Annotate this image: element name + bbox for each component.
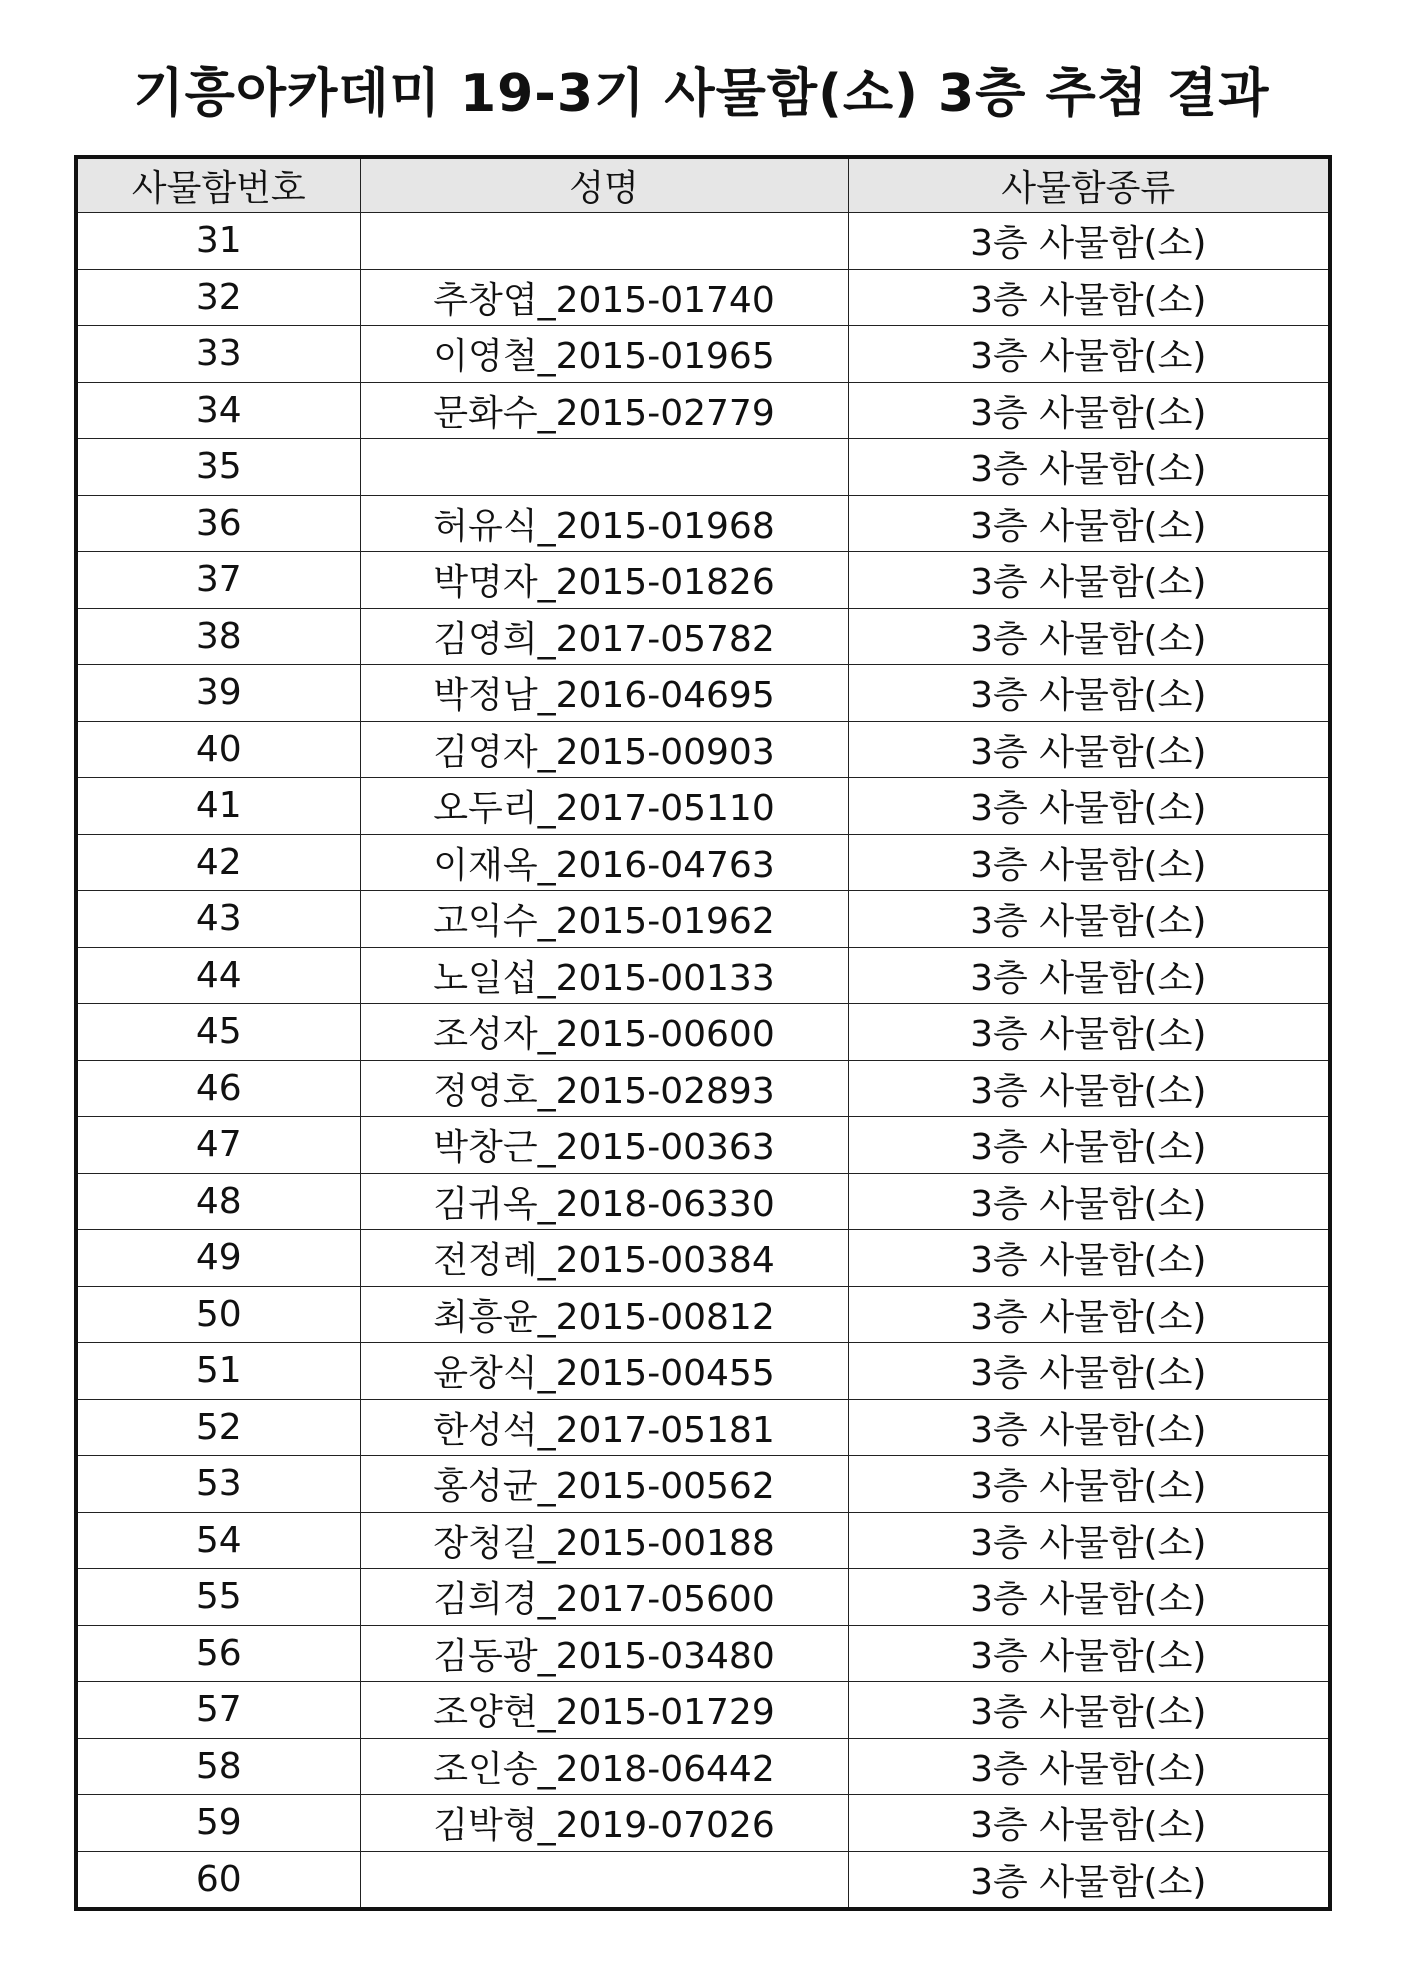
locker-number-cell: 53 [78, 1456, 360, 1513]
locker-number-cell: 55 [78, 1569, 360, 1626]
locker-type-cell: 3층 사물함(소) [848, 608, 1328, 665]
name-cell: 정영호_2015-02893 [360, 1060, 848, 1117]
table-row [78, 1569, 1328, 1626]
name-cell: 김영자_2015-00903 [360, 721, 848, 778]
locker-number-cell: 51 [78, 1343, 360, 1400]
table-row [78, 891, 1328, 948]
name-cell: 이영철_2015-01965 [360, 326, 848, 383]
locker-number-cell: 54 [78, 1512, 360, 1569]
table-row [78, 269, 1328, 326]
locker-number-cell: 31 [78, 213, 360, 270]
locker-number-cell: 33 [78, 326, 360, 383]
locker-number-cell: 32 [78, 269, 360, 326]
locker-type-cell: 3층 사물함(소) [848, 1569, 1328, 1626]
locker-type-cell: 3층 사물함(소) [848, 891, 1328, 948]
name-cell: 고익수_2015-01962 [360, 891, 848, 948]
locker-type-cell: 3층 사물함(소) [848, 269, 1328, 326]
table-row [78, 1456, 1328, 1513]
table-row [78, 665, 1328, 722]
locker-number-cell: 37 [78, 552, 360, 609]
locker-number-cell: 39 [78, 665, 360, 722]
table-row [78, 213, 1328, 270]
name-cell: 장청길_2015-00188 [360, 1512, 848, 1569]
locker-type-cell: 3층 사물함(소) [848, 382, 1328, 439]
locker-type-cell: 3층 사물함(소) [848, 1795, 1328, 1852]
table-row [78, 495, 1328, 552]
locker-number-cell: 46 [78, 1060, 360, 1117]
locker-type-cell: 3층 사물함(소) [848, 1173, 1328, 1230]
locker-number-cell: 34 [78, 382, 360, 439]
table-row [78, 947, 1328, 1004]
locker-type-cell: 3층 사물함(소) [848, 213, 1328, 270]
locker-type-cell: 3층 사물함(소) [848, 1286, 1328, 1343]
table-row [78, 1399, 1328, 1456]
name-cell: 조인송_2018-06442 [360, 1738, 848, 1795]
locker-number-cell: 47 [78, 1117, 360, 1174]
name-cell: 김박형_2019-07026 [360, 1795, 848, 1852]
table-row [78, 1004, 1328, 1061]
table-row [78, 1173, 1328, 1230]
locker-type-cell: 3층 사물함(소) [848, 721, 1328, 778]
table-row [78, 1286, 1328, 1343]
locker-number-cell: 59 [78, 1795, 360, 1852]
locker-number-cell: 56 [78, 1625, 360, 1682]
name-cell: 윤창식_2015-00455 [360, 1343, 848, 1400]
locker-number-cell: 50 [78, 1286, 360, 1343]
locker-number-cell: 36 [78, 495, 360, 552]
table-row [78, 1625, 1328, 1682]
locker-number-cell: 52 [78, 1399, 360, 1456]
locker-number-cell: 60 [78, 1851, 360, 1907]
locker-number-cell: 43 [78, 891, 360, 948]
table-header-row [78, 159, 1328, 213]
name-cell: 김귀옥_2018-06330 [360, 1173, 848, 1230]
locker-type-cell: 3층 사물함(소) [848, 947, 1328, 1004]
locker-type-cell: 3층 사물함(소) [848, 1512, 1328, 1569]
locker-type-cell: 3층 사물함(소) [848, 1117, 1328, 1174]
locker-type-cell: 3층 사물함(소) [848, 1738, 1328, 1795]
locker-number-cell: 44 [78, 947, 360, 1004]
name-cell [360, 439, 848, 496]
locker-type-cell: 3층 사물함(소) [848, 552, 1328, 609]
name-cell [360, 1851, 848, 1907]
name-cell: 허유식_2015-01968 [360, 495, 848, 552]
header-name: 성명 [360, 159, 848, 213]
name-cell: 문화수_2015-02779 [360, 382, 848, 439]
locker-results-table [78, 159, 1328, 1907]
table-row [78, 834, 1328, 891]
table-row [78, 1795, 1328, 1852]
page-title: 기흥아카데미 19-3기 사물함(소) 3층 추첨 결과 [133, 64, 1270, 124]
name-cell: 전정례_2015-00384 [360, 1230, 848, 1287]
table-row [78, 1343, 1328, 1400]
table-row [78, 1512, 1328, 1569]
name-cell: 김영희_2017-05782 [360, 608, 848, 665]
locker-type-cell: 3층 사물함(소) [848, 439, 1328, 496]
locker-type-cell: 3층 사물함(소) [848, 1682, 1328, 1739]
locker-type-cell: 3층 사물함(소) [848, 1625, 1328, 1682]
name-cell: 박창근_2015-00363 [360, 1117, 848, 1174]
locker-type-cell: 3층 사물함(소) [848, 326, 1328, 383]
table-row [78, 1117, 1328, 1174]
name-cell: 한성석_2017-05181 [360, 1399, 848, 1456]
locker-table [74, 155, 1332, 1911]
locker-number-cell: 57 [78, 1682, 360, 1739]
locker-number-cell: 40 [78, 721, 360, 778]
locker-type-cell: 3층 사물함(소) [848, 1060, 1328, 1117]
table-row [78, 778, 1328, 835]
name-cell [360, 213, 848, 270]
table-row [78, 1851, 1328, 1907]
locker-type-cell: 3층 사물함(소) [848, 1456, 1328, 1513]
table-row [78, 326, 1328, 383]
locker-number-cell: 45 [78, 1004, 360, 1061]
table-row [78, 721, 1328, 778]
header-locker-type: 사물함종류 [848, 159, 1328, 213]
table-row [78, 608, 1328, 665]
name-cell: 박정남_2016-04695 [360, 665, 848, 722]
table-row [78, 552, 1328, 609]
locker-number-cell: 35 [78, 439, 360, 496]
name-cell: 노일섭_2015-00133 [360, 947, 848, 1004]
table-row [78, 439, 1328, 496]
locker-type-cell: 3층 사물함(소) [848, 834, 1328, 891]
name-cell: 오두리_2017-05110 [360, 778, 848, 835]
locker-type-cell: 3층 사물함(소) [848, 1851, 1328, 1907]
locker-type-cell: 3층 사물함(소) [848, 1230, 1328, 1287]
name-cell: 박명자_2015-01826 [360, 552, 848, 609]
name-cell: 최흥윤_2015-00812 [360, 1286, 848, 1343]
locker-number-cell: 58 [78, 1738, 360, 1795]
table-row [78, 1060, 1328, 1117]
locker-number-cell: 38 [78, 608, 360, 665]
locker-number-cell: 48 [78, 1173, 360, 1230]
table-row [78, 1682, 1328, 1739]
locker-number-cell: 49 [78, 1230, 360, 1287]
locker-number-cell: 41 [78, 778, 360, 835]
name-cell: 조양현_2015-01729 [360, 1682, 848, 1739]
name-cell: 홍성균_2015-00562 [360, 1456, 848, 1513]
header-locker-number: 사물함번호 [78, 159, 360, 213]
locker-type-cell: 3층 사물함(소) [848, 495, 1328, 552]
locker-type-cell: 3층 사물함(소) [848, 778, 1328, 835]
table-row [78, 1230, 1328, 1287]
table-row [78, 382, 1328, 439]
name-cell: 김희경_2017-05600 [360, 1569, 848, 1626]
table-row [78, 1738, 1328, 1795]
locker-type-cell: 3층 사물함(소) [848, 1004, 1328, 1061]
locker-type-cell: 3층 사물함(소) [848, 1399, 1328, 1456]
locker-number-cell: 42 [78, 834, 360, 891]
name-cell: 이재옥_2016-04763 [360, 834, 848, 891]
locker-type-cell: 3층 사물함(소) [848, 665, 1328, 722]
name-cell: 조성자_2015-00600 [360, 1004, 848, 1061]
name-cell: 김동광_2015-03480 [360, 1625, 848, 1682]
locker-type-cell: 3층 사물함(소) [848, 1343, 1328, 1400]
name-cell: 추창엽_2015-01740 [360, 269, 848, 326]
